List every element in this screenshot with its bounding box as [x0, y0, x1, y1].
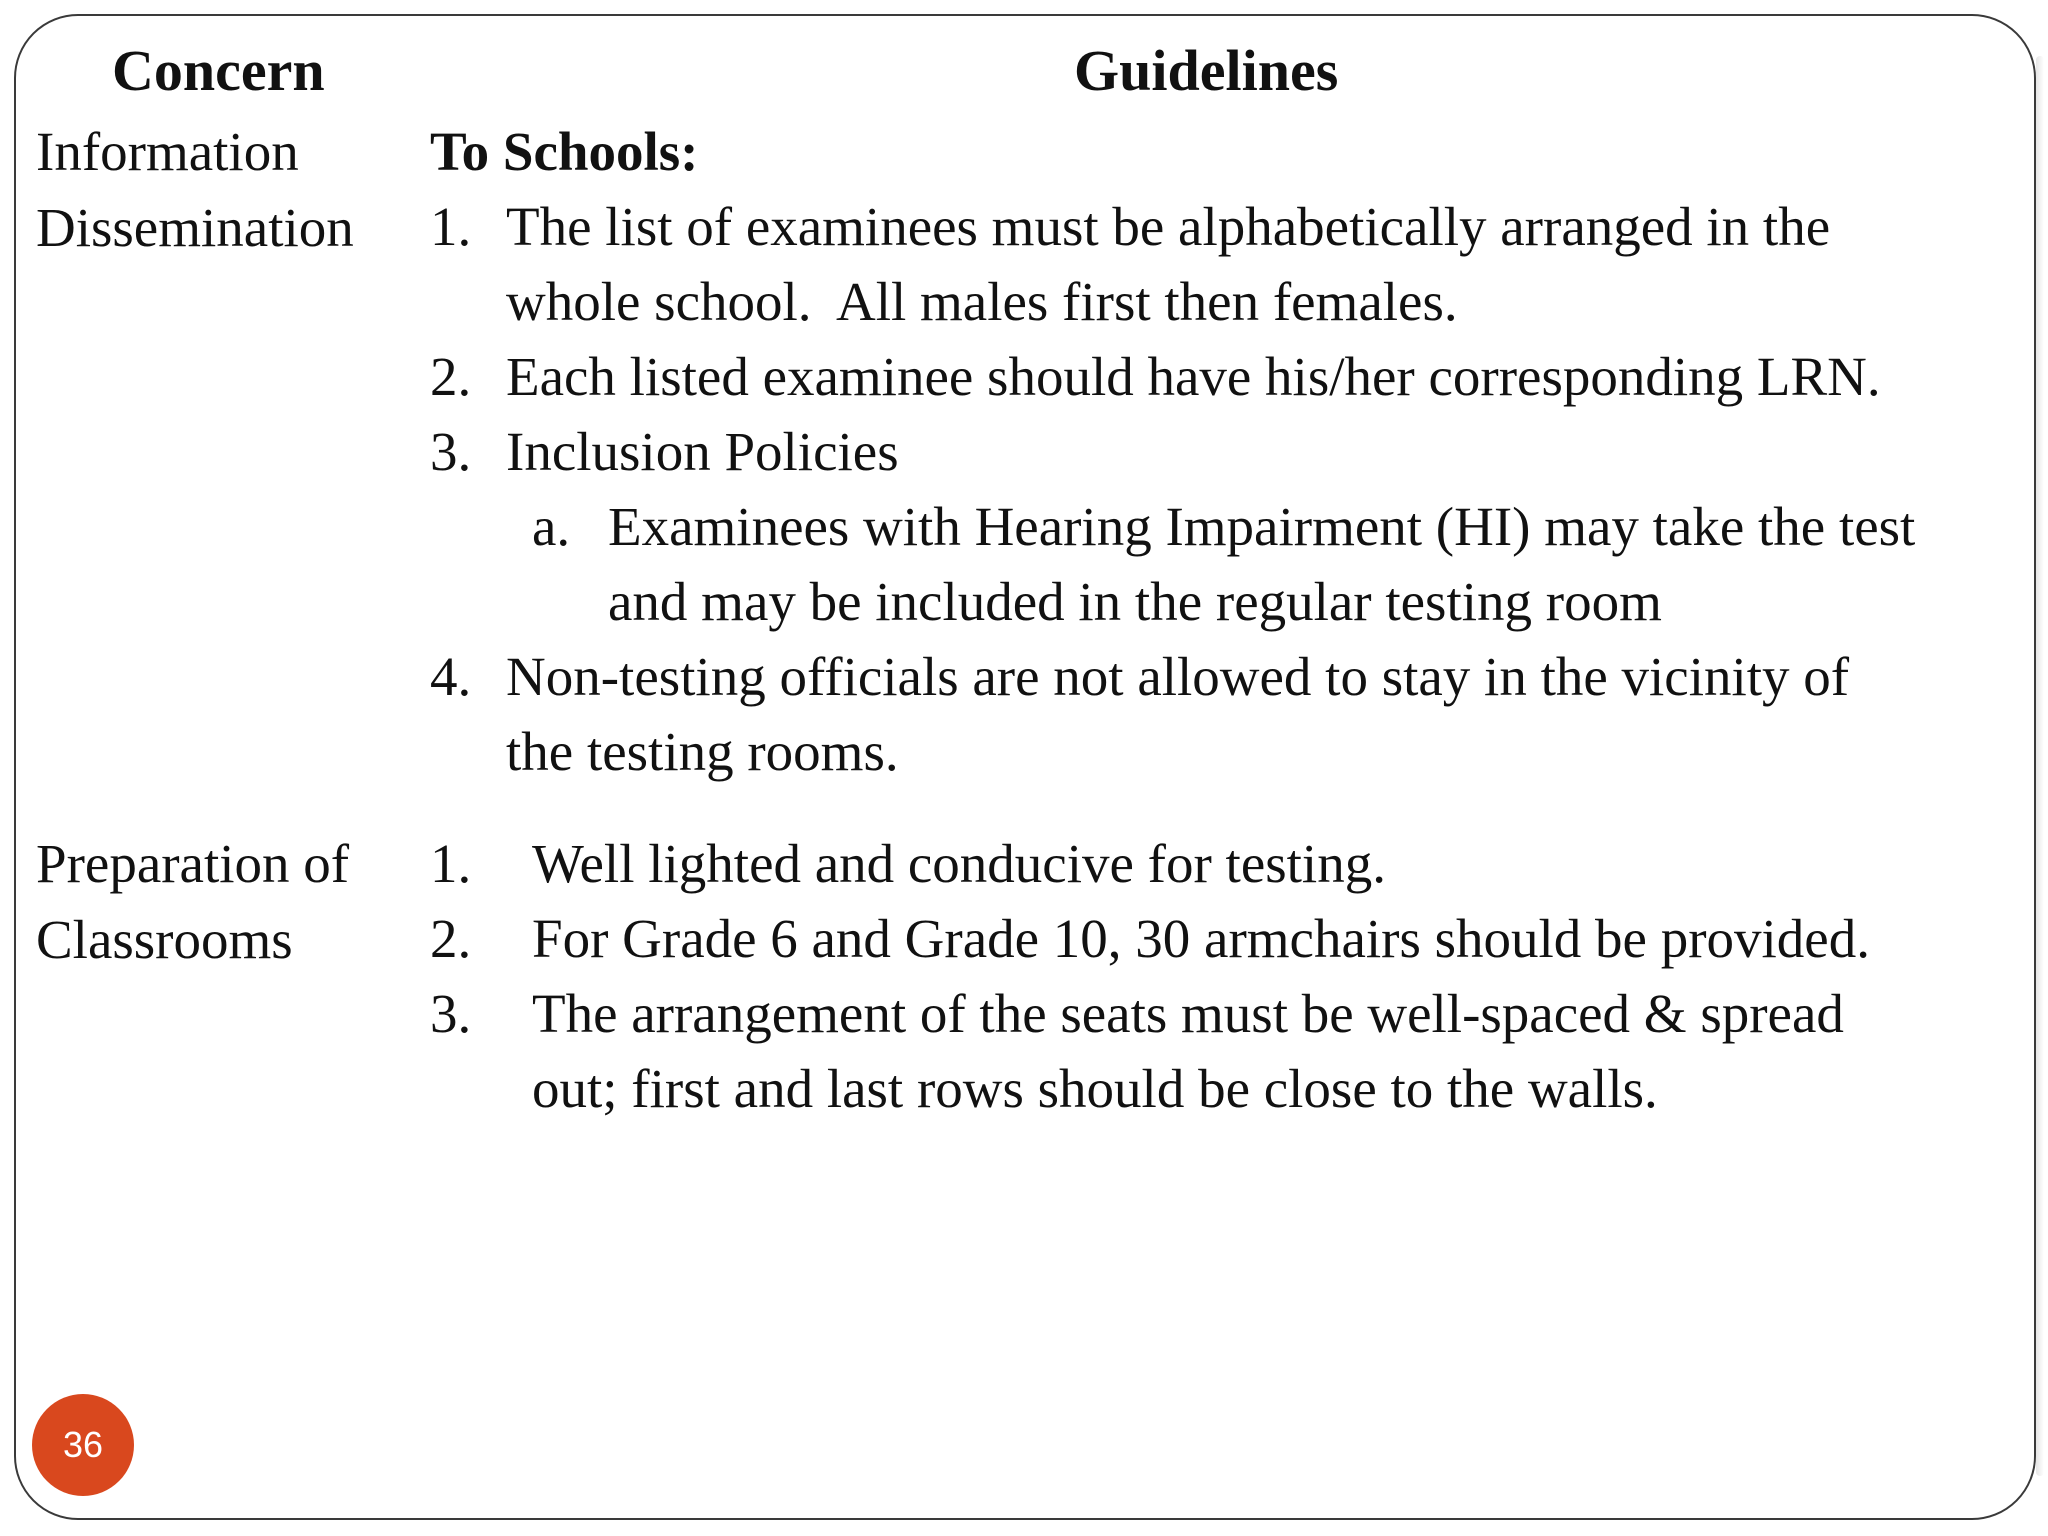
guideline-text: the testing rooms. [506, 721, 899, 782]
guideline-text: For Grade 6 and Grade 10, 30 armchairs should be provided. [532, 908, 1870, 969]
guideline-text: and may be included in the regular testing room [608, 571, 1662, 632]
concern-line: Dissemination [36, 197, 354, 258]
concern-column-header: Concern [112, 38, 325, 103]
subitem-letter: a. [532, 496, 571, 557]
concern-information-dissemination [36, 114, 436, 266]
page-number-badge: 36 [32, 1394, 134, 1496]
concern-preparation-of-classrooms [36, 826, 436, 978]
guideline-text: Inclusion Policies [506, 421, 899, 482]
guideline-text: whole school. All males first then females. [506, 271, 1458, 332]
guideline-text: Well lighted and conducive for testing. [532, 833, 1386, 894]
item-number: 2. [430, 346, 472, 407]
guideline-text: Each listed examinee should have his/her corresponding LRN. [506, 346, 1881, 407]
guidelines-column-header: Guidelines [1074, 38, 1339, 103]
concern-line: Preparation of [36, 833, 350, 894]
item-number: 4. [430, 646, 472, 707]
guideline-text: out; first and last rows should be close to the walls. [532, 1058, 1658, 1119]
item-number: 3. [430, 983, 472, 1044]
concern-line: Information [36, 121, 299, 182]
item-number: 1. [430, 833, 472, 894]
item-number: 2. [430, 908, 472, 969]
guideline-text: The arrangement of the seats must be well-spaced & spread [532, 983, 1844, 1044]
guideline-text: Examinees with Hearing Impairment (HI) may take the test [608, 496, 1916, 557]
item-number: 3. [430, 421, 472, 482]
guideline-text: Non-testing officials are not allowed to stay in the vicinity of [506, 646, 1850, 707]
concern-line: Classrooms [36, 909, 293, 970]
item-number: 1. [430, 196, 472, 257]
to-schools-heading: To Schools: [430, 121, 699, 182]
guideline-text: The list of examinees must be alphabetically arranged in the [506, 196, 1831, 257]
